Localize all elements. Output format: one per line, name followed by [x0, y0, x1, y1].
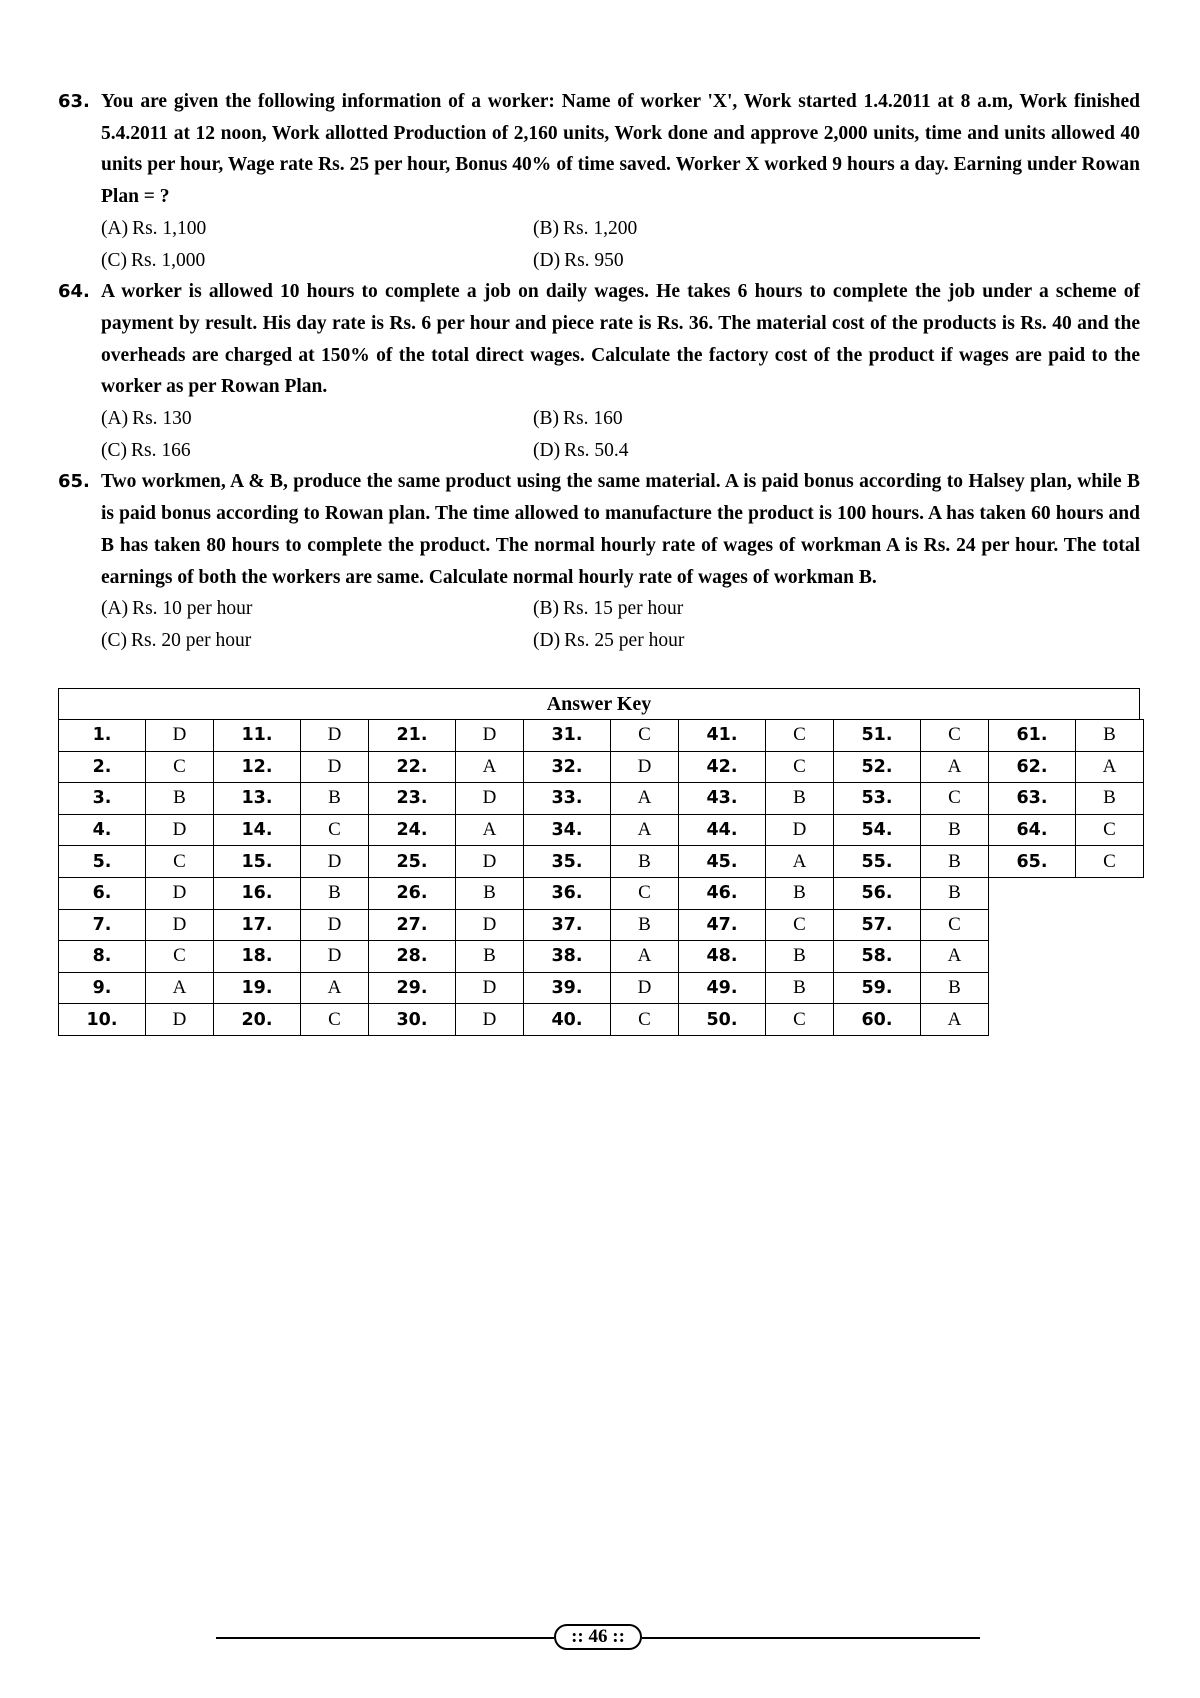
question-number-cell: 65.	[989, 846, 1076, 878]
question-number-cell: 3.	[59, 783, 146, 815]
question-number-cell: 28.	[369, 941, 456, 973]
answer-cell: C	[1076, 846, 1144, 878]
option-b: (B) Rs. 15 per hour	[533, 598, 684, 620]
answer-cell: D	[301, 846, 369, 878]
question-number-cell: 42.	[679, 751, 766, 783]
answer-cell: B	[456, 877, 524, 909]
answer-cell: A	[146, 972, 214, 1004]
answer-cell: D	[146, 877, 214, 909]
question-number-cell: 20.	[214, 1004, 301, 1036]
answer-cell: D	[301, 941, 369, 973]
question-number-cell: 43.	[679, 783, 766, 815]
question-number-cell: 11.	[214, 720, 301, 752]
question-number-cell: 29.	[369, 972, 456, 1004]
answer-cell: B	[301, 783, 369, 815]
question-number: 63.	[58, 91, 90, 112]
footer-rule-right	[642, 1637, 980, 1639]
answer-cell: C	[921, 720, 989, 752]
answer-cell: C	[301, 814, 369, 846]
answer-key-row	[59, 972, 1144, 1004]
answer-cell: B	[766, 941, 834, 973]
question-number-cell: 15.	[214, 846, 301, 878]
question-number-cell: 17.	[214, 909, 301, 941]
option-c: (C) Rs. 1,000	[101, 249, 206, 271]
option-b: (B) Rs. 160	[533, 408, 623, 430]
answer-key-row	[59, 909, 1144, 941]
answer-cell: C	[766, 1004, 834, 1036]
option-c: (C) Rs. 166	[101, 439, 191, 461]
answer-cell: C	[611, 720, 679, 752]
question-text: Two workmen, A & B, produce the same product using the same material. A is paid bonus according to Halsey plan, while B is paid bonus according to Rowan plan. The time allowed to manufacture the product is 100 hours. A has taken 60 hours and B has taken 80 hours to complete the product. The normal hourly rate of wages of workman A is Rs. 24 per hour. The total earnings of both the workers are same. Calculate normal hourly rate of wages of workman B.	[101, 471, 1140, 588]
question-number-cell: 44.	[679, 814, 766, 846]
question-number-cell: 60.	[834, 1004, 921, 1036]
empty-cell	[1076, 972, 1144, 1004]
question-number-cell: 38.	[524, 941, 611, 973]
question-number-cell: 48.	[679, 941, 766, 973]
answer-key-row	[59, 720, 1144, 752]
question-number-cell: 32.	[524, 751, 611, 783]
answer-cell: B	[146, 783, 214, 815]
answer-cell: D	[146, 720, 214, 752]
answer-cell: C	[921, 783, 989, 815]
answer-cell: D	[301, 751, 369, 783]
answer-key-row	[59, 1004, 1144, 1036]
option-d: (D) Rs. 950	[533, 249, 624, 271]
question-number-cell: 12.	[214, 751, 301, 783]
empty-cell	[1076, 941, 1144, 973]
answer-cell: A	[611, 814, 679, 846]
answer-cell: A	[456, 751, 524, 783]
question-number-cell: 31.	[524, 720, 611, 752]
answer-key-row	[59, 846, 1144, 878]
question-number-cell: 36.	[524, 877, 611, 909]
answer-cell: C	[1076, 814, 1144, 846]
question-number-cell: 1.	[59, 720, 146, 752]
question-number-cell: 14.	[214, 814, 301, 846]
empty-cell	[989, 941, 1076, 973]
question-number-cell: 50.	[679, 1004, 766, 1036]
answer-cell: C	[146, 751, 214, 783]
question-number-cell: 7.	[59, 909, 146, 941]
answer-key-row	[59, 941, 1144, 973]
question-number-cell: 30.	[369, 1004, 456, 1036]
answer-cell: A	[456, 814, 524, 846]
question-number-cell: 2.	[59, 751, 146, 783]
question-number: 65.	[58, 471, 90, 493]
answer-key-table	[58, 719, 1144, 1036]
answer-key-title: Answer Key	[58, 688, 1140, 719]
answer-cell: B	[766, 972, 834, 1004]
empty-cell	[989, 909, 1076, 941]
answer-cell: B	[921, 972, 989, 1004]
question-number-cell: 27.	[369, 909, 456, 941]
question-number: 64.	[58, 281, 90, 303]
question-number-cell: 18.	[214, 941, 301, 973]
question-number-cell: 56.	[834, 877, 921, 909]
question-number-cell: 39.	[524, 972, 611, 1004]
question-number-cell: 33.	[524, 783, 611, 815]
answer-cell: D	[766, 814, 834, 846]
option-d: (D) Rs. 50.4	[533, 439, 629, 461]
options	[101, 213, 1140, 276]
empty-cell	[1076, 1004, 1144, 1036]
empty-cell	[989, 877, 1076, 909]
question-number-cell: 63.	[989, 783, 1076, 815]
answer-cell: D	[611, 751, 679, 783]
answer-cell: A	[611, 941, 679, 973]
option-a: (A) Rs. 130	[101, 408, 192, 430]
answer-cell: D	[301, 720, 369, 752]
answer-cell: B	[921, 877, 989, 909]
question-number-cell: 21.	[369, 720, 456, 752]
answer-cell: A	[301, 972, 369, 1004]
answer-cell: A	[611, 783, 679, 815]
option-a: (A) Rs. 10 per hour	[101, 598, 253, 620]
answer-cell: C	[146, 941, 214, 973]
answer-cell: D	[456, 720, 524, 752]
question-number-cell: 8.	[59, 941, 146, 973]
option-a: (A) Rs. 1,100	[101, 217, 207, 239]
answer-cell: B	[921, 814, 989, 846]
answer-cell: A	[1076, 751, 1144, 783]
answer-key-row	[59, 814, 1144, 846]
question-number-cell: 10.	[59, 1004, 146, 1036]
answer-cell: C	[921, 909, 989, 941]
question-63	[58, 86, 1140, 276]
question-number-cell: 51.	[834, 720, 921, 752]
answer-cell: B	[611, 909, 679, 941]
question-number-cell: 23.	[369, 783, 456, 815]
options	[101, 403, 1140, 466]
question-number-cell: 59.	[834, 972, 921, 1004]
question-number-cell: 58.	[834, 941, 921, 973]
empty-cell	[989, 1004, 1076, 1036]
answer-cell: C	[301, 1004, 369, 1036]
question-number-cell: 26.	[369, 877, 456, 909]
question-number-cell: 6.	[59, 877, 146, 909]
page-number: :: 46 ::	[554, 1624, 642, 1650]
question-64	[58, 276, 1140, 466]
answer-cell: D	[456, 972, 524, 1004]
answer-key-row	[59, 877, 1144, 909]
answer-cell: B	[611, 846, 679, 878]
question-number-cell: 41.	[679, 720, 766, 752]
answer-cell: D	[611, 972, 679, 1004]
question-number-cell: 5.	[59, 846, 146, 878]
answer-cell: B	[766, 783, 834, 815]
footer-rule-left	[216, 1637, 554, 1639]
question-number-cell: 13.	[214, 783, 301, 815]
answer-cell: C	[766, 751, 834, 783]
question-number-cell: 34.	[524, 814, 611, 846]
answer-cell: D	[456, 846, 524, 878]
answer-cell: A	[921, 751, 989, 783]
answer-cell: A	[921, 1004, 989, 1036]
answer-cell: B	[921, 846, 989, 878]
option-d: (D) Rs. 25 per hour	[533, 629, 685, 651]
answer-cell: B	[301, 877, 369, 909]
question-number-cell: 22.	[369, 751, 456, 783]
answer-cell: D	[456, 783, 524, 815]
question-number-cell: 52.	[834, 751, 921, 783]
question-number-cell: 54.	[834, 814, 921, 846]
answer-cell: D	[146, 1004, 214, 1036]
question-number-cell: 40.	[524, 1004, 611, 1036]
answer-cell: B	[456, 941, 524, 973]
answer-key-row	[59, 783, 1144, 815]
option-b: (B) Rs. 1,200	[533, 217, 638, 239]
empty-cell	[1076, 877, 1144, 909]
question-number-cell: 57.	[834, 909, 921, 941]
answer-cell: B	[1076, 720, 1144, 752]
question-text: A worker is allowed 10 hours to complete a job on daily wages. He takes 6 hours to complete the job under a scheme of payment by result. His day rate is Rs. 6 per hour and piece rate is Rs. 36. The material cost of the products is Rs. 40 and the overheads are charged at 150% of the total direct wages. Calculate the factory cost of the product if wages are paid to the worker as per Rowan Plan.	[101, 281, 1140, 398]
answer-cell: B	[1076, 783, 1144, 815]
question-number-cell: 61.	[989, 720, 1076, 752]
question-65	[58, 466, 1140, 656]
question-text: You are given the following information of a worker: Name of worker 'X', Work started 1.4.2011 at 8 a.m, Work finished 5.4.2011 at 12 noon, Work allotted Production of 2,160 units, Work done and approve 2,000 units, time and units allowed 40 units per hour, Wage rate Rs. 25 per hour, Bonus 40% of time saved. Worker X worked 9 hours a day. Earning under Rowan Plan = ?	[101, 91, 1140, 208]
question-number-cell: 55.	[834, 846, 921, 878]
page-footer	[216, 1624, 980, 1652]
empty-cell	[1076, 909, 1144, 941]
answer-cell: B	[766, 877, 834, 909]
question-number-cell: 49.	[679, 972, 766, 1004]
question-number-cell: 46.	[679, 877, 766, 909]
question-number-cell: 25.	[369, 846, 456, 878]
question-number-cell: 4.	[59, 814, 146, 846]
question-number-cell: 47.	[679, 909, 766, 941]
answer-cell: D	[146, 814, 214, 846]
question-number-cell: 62.	[989, 751, 1076, 783]
question-number-cell: 16.	[214, 877, 301, 909]
question-number-cell: 53.	[834, 783, 921, 815]
question-number-cell: 9.	[59, 972, 146, 1004]
question-number-cell: 24.	[369, 814, 456, 846]
question-number-cell: 64.	[989, 814, 1076, 846]
answer-cell: C	[146, 846, 214, 878]
question-number-cell: 45.	[679, 846, 766, 878]
answer-cell: C	[766, 909, 834, 941]
answer-cell: D	[456, 1004, 524, 1036]
answer-cell: C	[611, 877, 679, 909]
answer-cell: A	[766, 846, 834, 878]
answer-cell: D	[146, 909, 214, 941]
options	[101, 593, 1140, 656]
question-number-cell: 37.	[524, 909, 611, 941]
empty-cell	[989, 972, 1076, 1004]
option-c: (C) Rs. 20 per hour	[101, 629, 252, 651]
answer-cell: D	[301, 909, 369, 941]
answer-cell: C	[611, 1004, 679, 1036]
answer-cell: D	[456, 909, 524, 941]
question-number-cell: 35.	[524, 846, 611, 878]
answer-key	[58, 688, 1144, 1036]
question-number-cell: 19.	[214, 972, 301, 1004]
answer-cell: C	[766, 720, 834, 752]
answer-cell: A	[921, 941, 989, 973]
answer-key-row	[59, 751, 1144, 783]
questions-section	[58, 86, 1140, 657]
